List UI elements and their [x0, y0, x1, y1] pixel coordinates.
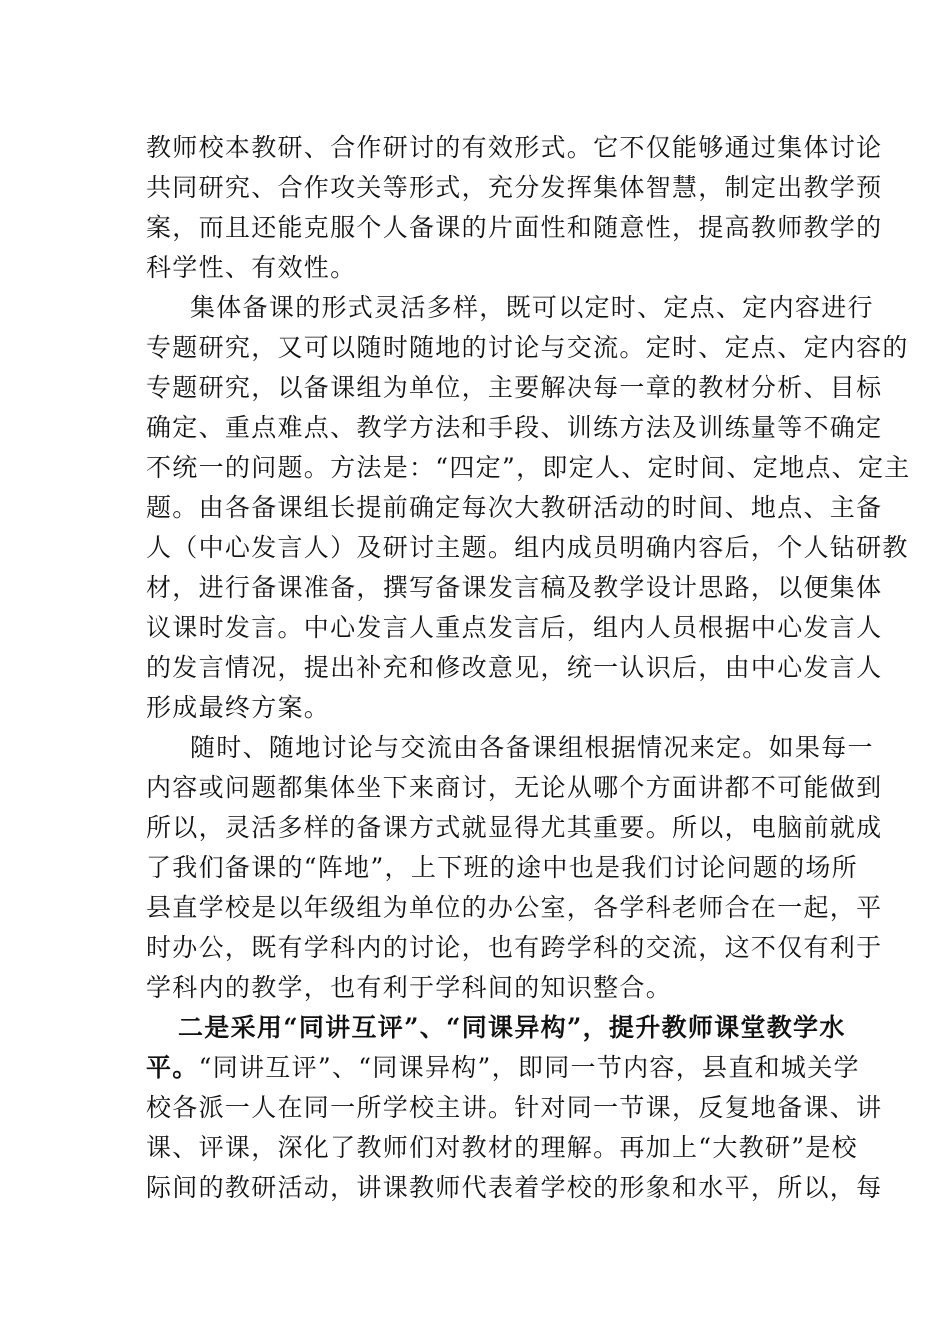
paragraph-2-line-9: 议课时发言。中心发言人重点发言后，组内人员根据中心发言人	[146, 613, 883, 642]
paragraph-3-line-3: 所以，灵活多样的备课方式就显得尤其重要。所以，电脑前就成	[146, 813, 883, 842]
paragraph-2-line-8: 材，进行备课准备，撰写备课发言稿及教学设计思路，以便集体	[146, 573, 883, 602]
paragraph-3-line-2: 内容或问题都集体坐下来商讨，无论从哪个方面讲都不可能做到	[146, 773, 883, 802]
paragraph-1-line-3: 案，而且还能克服个人备课的片面性和随意性，提高教师教学的	[146, 213, 883, 242]
paragraph-3-line-5: 县直学校是以年级组为单位的办公室，各学科老师合在一起，平	[146, 893, 883, 922]
paragraph-4-heading-line-1: 二是采用“同讲互评”、“同课异构”，提升教师课堂教学水	[178, 1013, 846, 1042]
paragraph-2-line-5: 不统一的问题。方法是：“四定”，即定人、定时间、定地点、定主	[146, 453, 911, 482]
paragraph-2-line-10: 的发言情况，提出补充和修改意见，统一认识后，由中心发言人	[146, 653, 883, 682]
paragraph-3-line-6: 时办公，既有学科内的讨论，也有跨学科的交流，这不仅有利于	[146, 933, 883, 962]
paragraph-3-line-7: 学科内的教学，也有利于学科间的知识整合。	[146, 973, 673, 1002]
paragraph-2-line-2: 专题研究，又可以随时随地的讨论与交流。定时、定点、定内容的	[146, 333, 909, 362]
paragraph-2-line-7: 人（中心发言人）及研讨主题。组内成员明确内容后，个人钻研教	[146, 533, 909, 562]
paragraph-4-line-3: 校各派一人在同一所学校主讲。针对同一节课，反复地备课、讲	[146, 1093, 883, 1122]
paragraph-1-line-2: 共同研究、合作攻关等形式，充分发挥集体智慧，制定出教学预	[146, 173, 883, 202]
paragraph-1-line-1: 教师校本教研、合作研讨的有效形式。它不仅能够通过集体讨论	[146, 133, 883, 162]
paragraph-2-line-11: 形成最终方案。	[146, 693, 331, 722]
paragraph-3-line-1: 随时、随地讨论与交流由各备课组根据情况来定。如果每一	[190, 733, 874, 762]
paragraph-2-line-1: 集体备课的形式灵活多样，既可以定时、定点、定内容进行	[190, 293, 874, 322]
paragraph-1-line-4: 科学性、有效性。	[146, 253, 357, 282]
paragraph-2-line-3: 专题研究，以备课组为单位，主要解决每一章的教材分析、目标	[146, 373, 883, 402]
paragraph-2-line-6: 题。由各备课组长提前确定每次大教研活动的时间、地点、主备	[146, 493, 883, 522]
paragraph-4-line-4: 课、评课，深化了教师们对教材的理解。再加上“大教研”是校	[146, 1133, 858, 1162]
paragraph-4-line-2-rest: “同讲互评”、“同课异构”，即同一节内容，县直和城关学	[198, 1053, 860, 1082]
paragraph-2-line-4: 确定、重点难点、教学方法和手段、训练方法及训练量等不确定	[146, 413, 883, 442]
paragraph-3-line-4: 了我们备课的“阵地”，上下班的途中也是我们讨论问题的场所	[146, 853, 858, 882]
paragraph-4-line-5: 际间的教研活动，讲课教师代表着学校的形象和水平，所以，每	[146, 1173, 883, 1202]
paragraph-4-heading-line-2: 平。	[146, 1053, 199, 1082]
paragraph-4-line-2	[146, 1051, 860, 1085]
